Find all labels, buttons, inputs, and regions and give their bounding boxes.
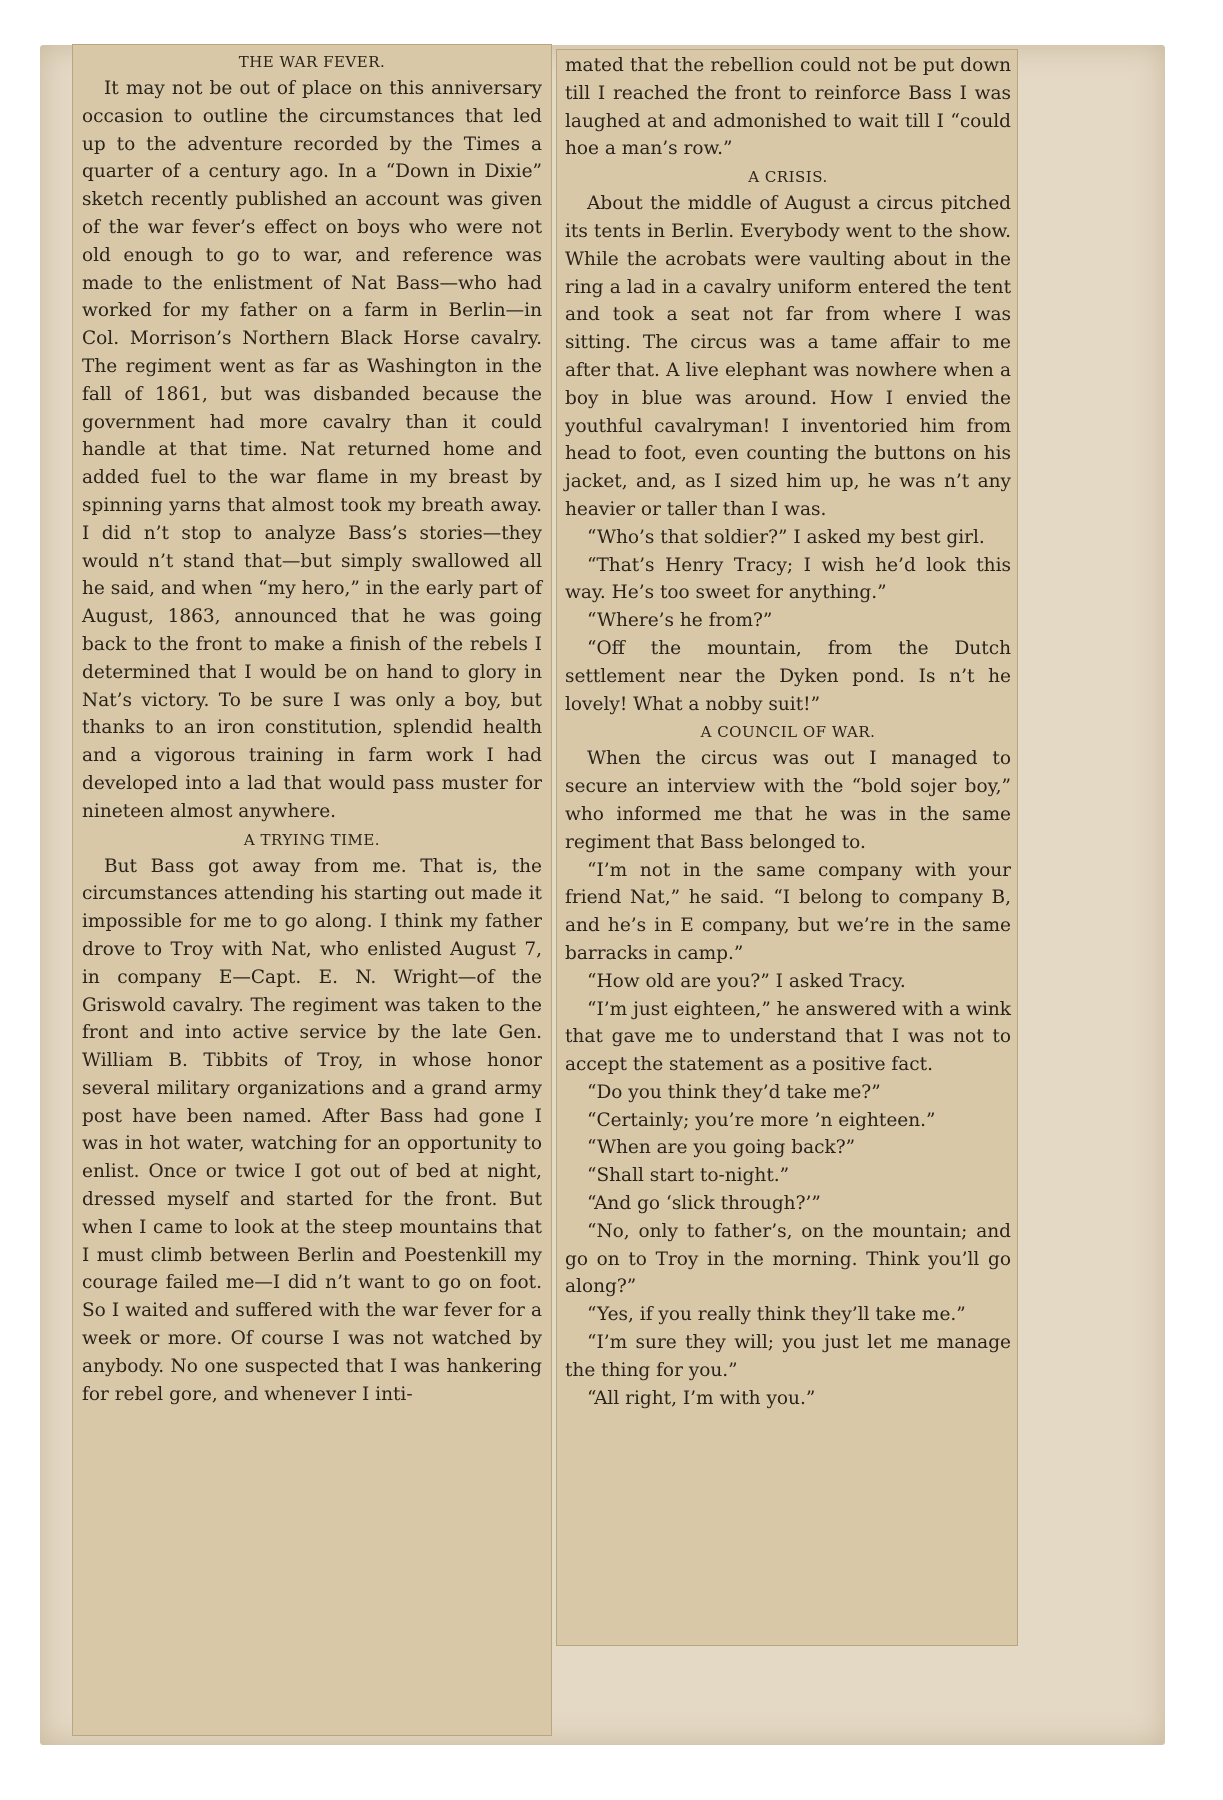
heading-crisis: A CRISIS. [748, 168, 828, 187]
paragraph: mated that the rebellion could not be put down till I reached the front to reinforce Bass I was laughed at and admonished to wait till I “could hoe a man’s row.” [565, 55, 1011, 160]
paragraph: “When are you going back?” [587, 1137, 856, 1159]
paragraph: “All right, I’m with you.” [587, 1387, 816, 1409]
paragraph: “Certainly; you’re more ’n eighteen.” [587, 1109, 936, 1131]
paragraph: “And go ‘slick through?’” [587, 1193, 821, 1215]
left-column [82, 50, 542, 1408]
paragraph: “Where’s he from?” [587, 610, 773, 632]
heading-council-of-war: A COUNCIL OF WAR. [700, 723, 876, 742]
paragraph: When the circus was out I managed to secure an interview with the “bold sojer boy,” who informed me that he was in the same regiment that Bass belonged to. [565, 748, 1011, 853]
paragraph: “Do you think they’d take me?” [587, 1081, 881, 1103]
right-column [565, 52, 1011, 1412]
paragraph: “Yes, if you really think they’ll take me.” [587, 1304, 966, 1326]
heading-trying-time: A TRYING TIME. [243, 830, 381, 849]
paragraph: “How old are you?” I asked Tracy. [587, 970, 906, 992]
paragraph: “No, only to father’s, on the mountain; and go on to Troy in the morning. Think you’ll go along?” [565, 1220, 1011, 1298]
paragraph: About the middle of August a circus pitched its tents in Berlin. Everybody went to the show. While the acrobats were vaulting about in the ring a lad in a cavalry uniform entered the tent and took a seat not far from where I was sitting. The circus was a tame affair to me after that. A live elephant was nowhere when a boy in blue was around. How I envied the youthful cavalryman! I inventoried him from head to foot, even counting the buttons on his jacket, and, as I sized him up, he was n’t any heavier or taller than I was. [565, 193, 1011, 520]
paragraph: “I’m just eighteen,” he answered with a wink that gave me to understand that I was not to accept the statement as a positive fact. [565, 998, 1011, 1076]
paragraph: “Off the mountain, from the Dutch settlement near the Dyken pond. Is n’t he lovely! What a nobby suit!” [565, 637, 1011, 715]
paragraph: It may not be out of place on this anniversary occasion to outline the circumstances that led up to the adventure recorded by the Times a quarter of a century ago. In a “Down in Dixie” sketch recently published an account was given of the war fever’s effect on boys who were not old enough to go to war, and reference was made to the enlistment of Nat Bass—who had worked for my father on a farm in Berlin—in Col. Morrison’s Northern Black Horse cavalry. The regiment went as far as Washington in the fall of 1861, but was disbanded because the government had more cavalry than it could handle at that time. Nat returned home and added fuel to the war flame in my breast by spinning yarns that almost took my breath away. I did n’t stop to analyze Bass’s stories—they would n’t stand that—but simply swallowed all he said, and when “my hero,” in the early part of August, 1863, announced that he was going back to the front to make a finish of the rebels I determined that I would be on hand to glory in Nat’s victory. To be sure I was only a boy, but thanks to an iron constitution, splendid health and a vigorous training in farm work I had developed into a lad that would pass muster for nineteen almost anywhere. [82, 78, 542, 822]
paragraph: “I’m not in the same company with your friend Nat,” he said. “I belong to company B, and he’s in E company, but we’re in the same barracks in camp.” [565, 859, 1011, 964]
paragraph: “Who’s that soldier?” I asked my best girl. [587, 526, 985, 548]
paragraph: But Bass got away from me. That is, the circumstances attending his starting out made it impossible for me to go along. I think my father drove to Troy with Nat, who enlisted August 7, in company E—Capt. E. N. Wright—of the Griswold cavalry. The regiment was taken to the front and into active service by the late Gen. William B. Tibbits of Troy, in whose honor several military organizations and a grand army post have been named. After Bass had gone I was in hot water, watching for an opportunity to enlist. Once or twice I got out of bed at night, dressed myself and started for the front. But when I came to look at the steep mountains that I must climb between Berlin and Poestenkill my courage failed me—I did n’t want to go on foot. So I waited and suffered with the war fever for a week or more. Of course I was not watched by anybody. No one suspected that I was hankering for rebel gore, and whenever I inti- [82, 855, 542, 1405]
paragraph: “I’m sure they will; you just let me manage the thing for you.” [565, 1332, 1011, 1381]
paragraph: “Shall start to-night.” [587, 1165, 790, 1187]
heading-war-fever: THE WAR FEVER. [238, 53, 386, 71]
paragraph: “That’s Henry Tracy; I wish he’d look this way. He’s too sweet for anything.” [565, 554, 1011, 604]
